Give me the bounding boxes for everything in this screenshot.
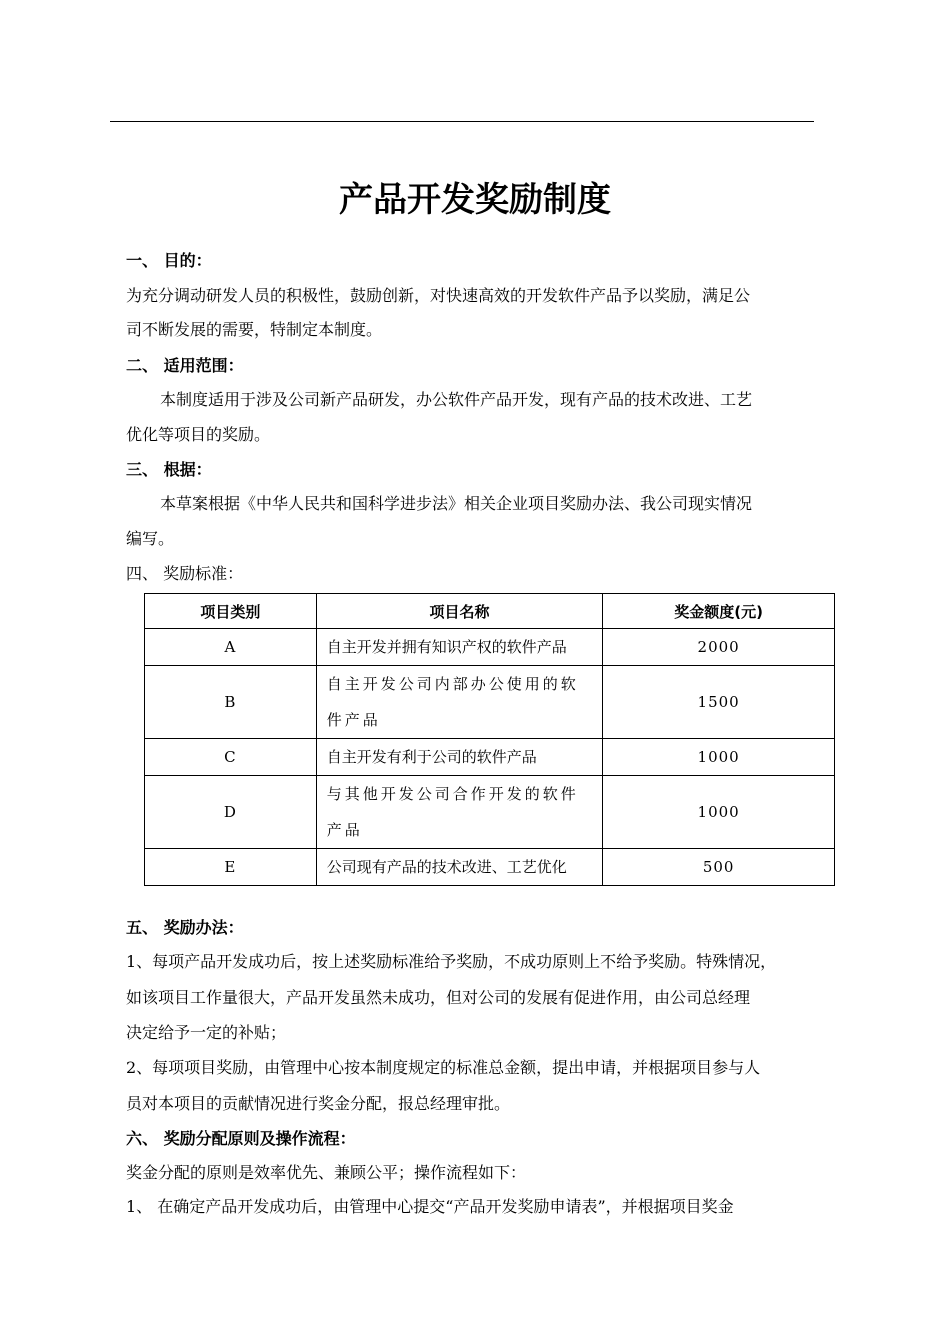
cell-amount: 2000 — [603, 629, 835, 666]
paragraph-line: 本草案根据《中华人民共和国科学进步法》相关企业项目奖励办法、我公司现实情况 — [160, 494, 753, 513]
section-heading-methods: 五、 奖励办法： — [126, 918, 244, 937]
section-heading-distribution: 六、 奖励分配原则及操作流程： — [126, 1129, 356, 1148]
paragraph-line: 司不断发展的需要，特制定本制度。 — [126, 320, 383, 339]
cell-project-name: 自主开发有利于公司的软件产品 — [316, 739, 603, 776]
cell-amount: 1500 — [603, 666, 835, 739]
table-row — [145, 849, 835, 886]
paragraph-line: 为充分调动研发人员的积极性，鼓励创新，对快速高效的开发软件产品予以奖励，满足公 — [126, 286, 751, 305]
cell-category: A — [145, 629, 317, 666]
paragraph-line: 1、 在确定产品开发成功后，由管理中心提交“产品开发奖励申请表”，并根据项目奖金 — [126, 1197, 734, 1216]
table-header-row — [145, 594, 835, 629]
header-rule — [110, 121, 814, 122]
paragraph-line: 编写。 — [126, 529, 175, 548]
cell-amount: 1000 — [603, 776, 835, 849]
cell-project-name: 与其他开发公司合作开发的软件产品 — [316, 776, 603, 849]
cell-amount: 500 — [603, 849, 835, 886]
section-heading-purpose: 一、 目的： — [126, 251, 212, 270]
paragraph-line: 1、每项产品开发成功后，按上述奖励标准给予奖励，不成功原则上不给予奖励。特殊情况， — [126, 952, 777, 971]
table-row — [145, 739, 835, 776]
paragraph-line: 如该项目工作量很大，产品开发虽然未成功，但对公司的发展有促进作用，由公司总经理 — [126, 988, 751, 1007]
paragraph-line: 2、每项项目奖励，由管理中心按本制度规定的标准总金额，提出申请，并根据项目参与人 — [126, 1058, 761, 1077]
cell-category: C — [145, 739, 317, 776]
column-header-name: 项目名称 — [316, 594, 603, 629]
table-row — [145, 629, 835, 666]
paragraph-line: 优化等项目的奖励。 — [126, 425, 271, 444]
section-heading-standards: 四、 奖励标准： — [126, 564, 244, 583]
paragraph-line: 员对本项目的贡献情况进行奖金分配，报总经理审批。 — [126, 1094, 511, 1113]
section-heading-basis: 三、 根据： — [126, 460, 212, 479]
cell-category: D — [145, 776, 317, 849]
cell-project-name: 自主开发公司内部办公使用的软件产品 — [316, 666, 603, 739]
cell-category: B — [145, 666, 317, 739]
paragraph-line: 奖金分配的原则是效率优先、兼顾公平；操作流程如下： — [126, 1163, 527, 1182]
table-row — [145, 776, 835, 849]
cell-project-name: 公司现有产品的技术改进、工艺优化 — [316, 849, 603, 886]
column-header-category: 项目类别 — [145, 594, 317, 629]
paragraph-line: 决定给予一定的补贴； — [126, 1023, 287, 1042]
award-standards-table — [144, 593, 835, 886]
document-title: 产品开发奖励制度 — [339, 180, 611, 220]
column-header-amount: 奖金额度(元) — [603, 594, 835, 629]
paragraph-line: 本制度适用于涉及公司新产品研发，办公软件产品开发，现有产品的技术改进、工艺 — [160, 390, 753, 409]
section-heading-scope: 二、 适用范围： — [126, 356, 244, 375]
cell-amount: 1000 — [603, 739, 835, 776]
table-row — [145, 666, 835, 739]
cell-category: E — [145, 849, 317, 886]
cell-project-name: 自主开发并拥有知识产权的软件产品 — [316, 629, 603, 666]
